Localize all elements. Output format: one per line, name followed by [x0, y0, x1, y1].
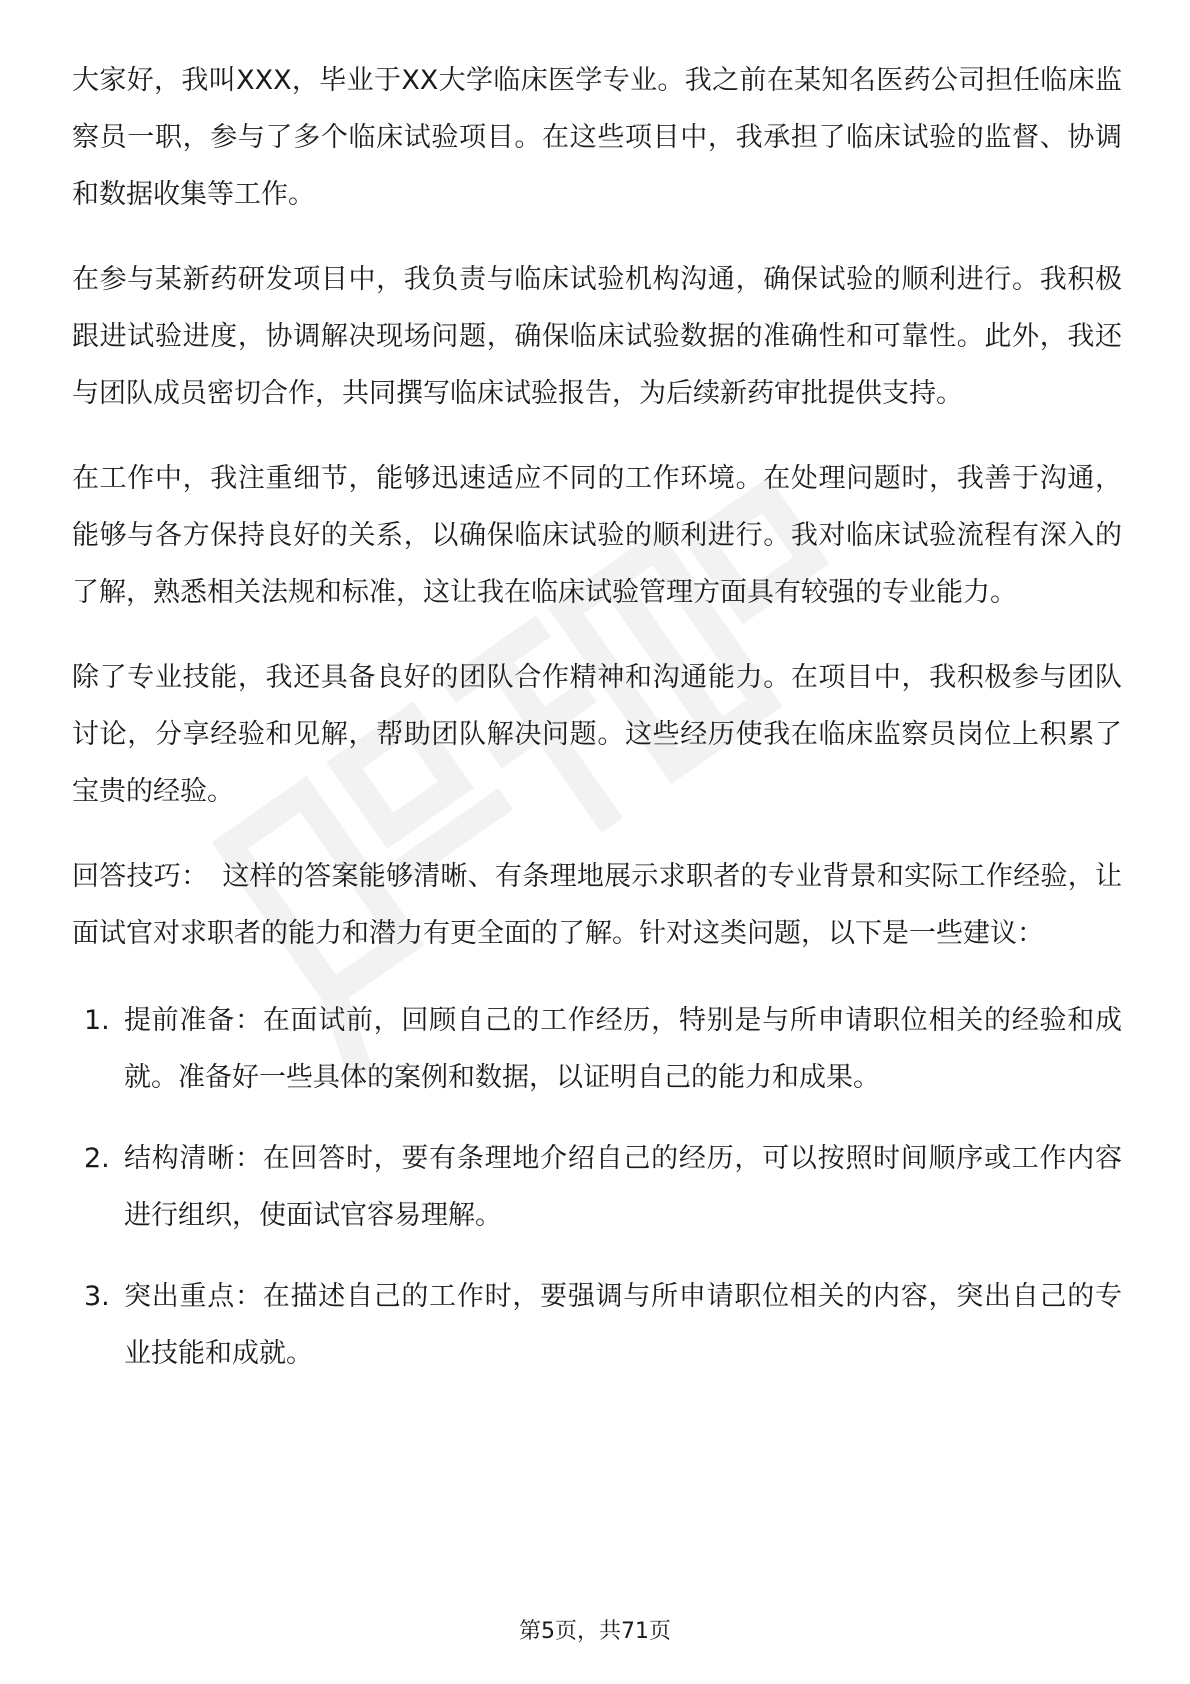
list-item-text: 突出重点：在描述自己的工作时，要强调与所申请职位相关的内容，突出自己的专业技能和成就。 — [124, 1281, 1122, 1369]
list-item-text: 提前准备：在面试前，回顾自己的工作经历，特别是与所申请职位相关的经验和成就。准备好一些具体的案例和数据，以证明自己的能力和成果。 — [124, 1005, 1122, 1093]
list-item — [72, 1268, 1122, 1382]
answer-tips — [72, 848, 1122, 962]
list-item — [72, 1130, 1122, 1244]
list-item-text: 结构清晰：在回答时，要有条理地介绍自己的经历，可以按照时间顺序或工作内容进行组织，使面试官容易理解。 — [124, 1143, 1122, 1231]
answer-tips-label: 回答技巧： — [72, 861, 209, 892]
list-item-number: 1. — [84, 1005, 110, 1036]
list-item-number: 3. — [84, 1281, 110, 1312]
answer-tips-text: 这样的答案能够清晰、有条理地展示求职者的专业背景和实际工作经验，让面试官对求职者的能力和潜力有更全面的了解。针对这类问题，以下是一些建议： — [72, 861, 1123, 949]
paragraph-intro: 大家好，我叫XXX，毕业于XX大学临床医学专业。我之前在某知名医药公司担任临床监察员一职，参与了多个临床试验项目。在这些项目中，我承担了临床试验的监督、协调和数据收集等工作。 — [72, 65, 1122, 210]
paragraph-teamwork: 除了专业技能，我还具备良好的团队合作精神和沟通能力。在项目中，我积极参与团队讨论，分享经验和见解，帮助团队解决问题。这些经历使我在临床监察员岗位上积累了宝贵的经验。 — [72, 662, 1122, 807]
list-item — [72, 992, 1122, 1106]
suggestion-list — [72, 992, 1122, 1382]
document-body — [72, 52, 1122, 1406]
list-item-number: 2. — [84, 1143, 110, 1174]
paragraph-project: 在参与某新药研发项目中，我负责与临床试验机构沟通，确保试验的顺利进行。我积极跟进试验进度，协调解决现场问题，确保临床试验数据的准确性和可靠性。此外，我还与团队成员密切合作，共同撰写临床试验报告，为后续新药审批提供支持。 — [72, 264, 1122, 409]
paragraph-work-style: 在工作中，我注重细节，能够迅速适应不同的工作环境。在处理问题时，我善于沟通，能够与各方保持良好的关系，以确保临床试验的顺利进行。我对临床试验流程有深入的了解，熟悉相关法规和标准，这让我在临床试验管理方面具有较强的专业能力。 — [72, 463, 1122, 608]
page-number-footer: 第5页，共71页 — [519, 1619, 671, 1644]
